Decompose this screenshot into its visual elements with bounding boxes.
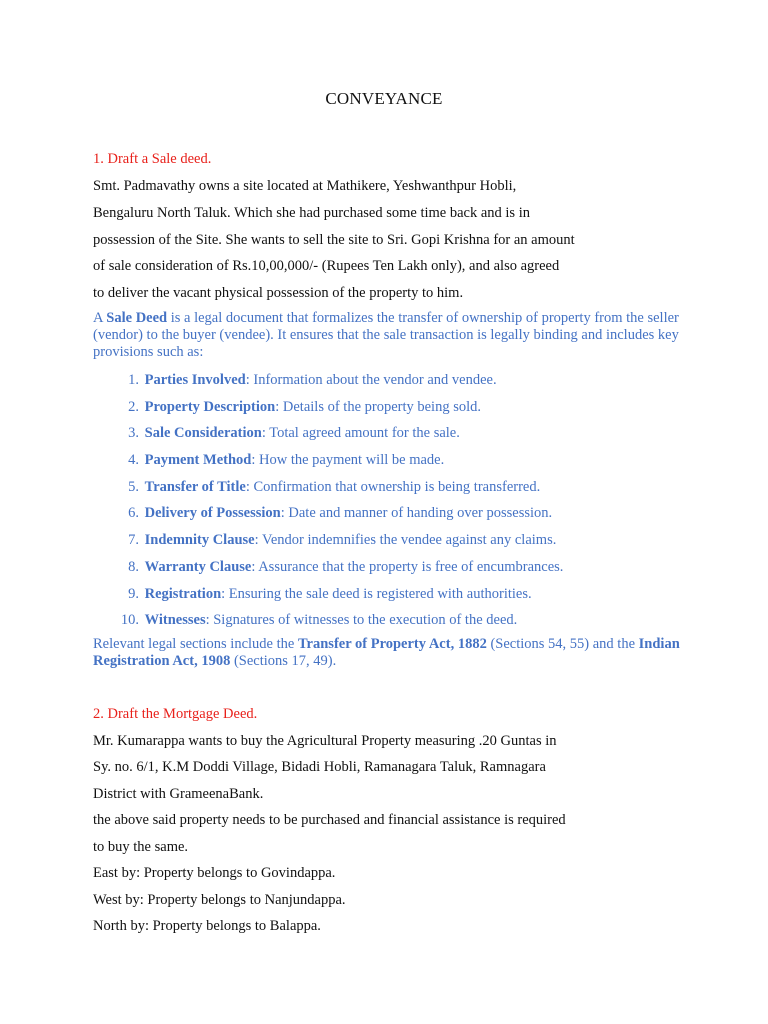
provision-desc: : How the payment will be made. bbox=[251, 452, 445, 469]
list-number: 4. bbox=[128, 452, 139, 469]
provision-term: Warranty Clause bbox=[144, 558, 252, 575]
provision-term: Payment Method bbox=[144, 452, 252, 469]
provision-term: Registration bbox=[144, 585, 222, 602]
boundary-north: North by: Property belongs to Balappa. bbox=[93, 918, 321, 934]
list-number: 8. bbox=[128, 558, 139, 575]
list-item bbox=[93, 397, 563, 424]
provision-term: Sale Consideration bbox=[144, 425, 262, 442]
section-2-heading: 2. Draft the Mortgage Deed. bbox=[93, 706, 258, 722]
provision-desc: : Vendor indemnifies the vendee against any claims. bbox=[254, 532, 557, 549]
section-1-heading: 1. Draft a Sale deed. bbox=[93, 151, 212, 167]
legal-prefix: Relevant legal sections include the bbox=[93, 636, 298, 652]
provision-term: Parties Involved bbox=[144, 372, 246, 388]
provision-desc: : Assurance that the property is free of encumbrances. bbox=[251, 558, 564, 575]
section-2-line: Mr. Kumarappa wants to buy the Agricultural Property measuring .20 Guntas in bbox=[93, 733, 557, 749]
provisions-list bbox=[93, 370, 563, 637]
section-1-line: to deliver the vacant physical possession of the property to him. bbox=[93, 285, 464, 301]
provision-term: Property Description bbox=[144, 398, 276, 415]
list-item bbox=[93, 477, 563, 504]
sale-deed-intro bbox=[93, 310, 683, 361]
provision-desc: : Confirmation that ownership is being transferred. bbox=[245, 478, 541, 495]
list-number: 6. bbox=[128, 505, 139, 522]
list-item bbox=[93, 370, 563, 397]
list-number: 1. bbox=[128, 372, 139, 388]
provision-term: Transfer of Title bbox=[144, 478, 246, 495]
provision-desc: : Total agreed amount for the sale. bbox=[261, 425, 460, 442]
provision-term: Witnesses bbox=[144, 612, 206, 629]
list-item bbox=[93, 450, 563, 477]
list-number: 10. bbox=[120, 612, 139, 629]
list-number: 2. bbox=[128, 398, 139, 415]
list-item bbox=[93, 557, 563, 584]
intro-text: is a legal document that formalizes the transfer of ownership of property from the seller (vendor) to the buyer (vendee). It ensures that the sale transaction is legally binding and includes key provisions such as: bbox=[93, 310, 679, 360]
provision-term: Indemnity Clause bbox=[144, 532, 255, 549]
legal-mid: (Sections 54, 55) and the bbox=[486, 636, 639, 652]
provision-desc: : Information about the vendor and vendee. bbox=[245, 372, 497, 388]
legal-act-1: Transfer of Property Act, 1882 bbox=[297, 636, 487, 652]
provision-desc: : Signatures of witnesses to the execution of the deed. bbox=[205, 612, 518, 629]
list-item bbox=[93, 530, 563, 557]
list-item bbox=[93, 423, 563, 450]
list-item bbox=[93, 503, 563, 530]
list-number: 3. bbox=[128, 425, 139, 442]
list-number: 9. bbox=[128, 585, 139, 602]
boundary-east: East by: Property belongs to Govindappa. bbox=[93, 865, 336, 881]
boundary-west: West by: Property belongs to Nanjundappa. bbox=[93, 892, 346, 908]
legal-suffix: (Sections 17, 49). bbox=[230, 653, 337, 669]
section-2-line: the above said property needs to be purchased and financial assistance is required bbox=[93, 812, 566, 828]
provision-term: Delivery of Possession bbox=[144, 505, 281, 522]
provision-desc: : Details of the property being sold. bbox=[275, 398, 482, 415]
list-number: 5. bbox=[128, 478, 139, 495]
section-1-line: possession of the Site. She wants to sell the site to Sri. Gopi Krishna for an amount bbox=[93, 232, 575, 248]
list-item bbox=[93, 610, 563, 637]
section-2-line: to buy the same. bbox=[93, 839, 189, 855]
page-title: CONVEYANCE bbox=[325, 89, 443, 108]
intro-term: Sale Deed bbox=[106, 310, 168, 326]
provision-desc: : Date and manner of handing over possession. bbox=[280, 505, 553, 522]
section-2-line: District with GrameenaBank. bbox=[93, 786, 264, 802]
legal-act-2: Indian Registration Act, 1908 bbox=[93, 636, 680, 669]
section-2-line: Sy. no. 6/1, K.M Doddi Village, Bidadi Hobli, Ramanagara Taluk, Ramnagara bbox=[93, 759, 546, 775]
intro-prefix: A bbox=[93, 310, 107, 326]
list-number: 7. bbox=[128, 532, 139, 549]
list-item bbox=[93, 584, 563, 611]
provision-desc: : Ensuring the sale deed is registered with authorities. bbox=[221, 585, 532, 602]
section-1-line: Bengaluru North Taluk. Which she had purchased some time back and is in bbox=[93, 205, 530, 221]
section-1-line: Smt. Padmavathy owns a site located at Mathikere, Yeshwanthpur Hobli, bbox=[93, 178, 517, 194]
legal-sections-paragraph bbox=[93, 636, 683, 670]
section-1-line: of sale consideration of Rs.10,00,000/- (Rupees Ten Lakh only), and also agreed bbox=[93, 258, 560, 274]
